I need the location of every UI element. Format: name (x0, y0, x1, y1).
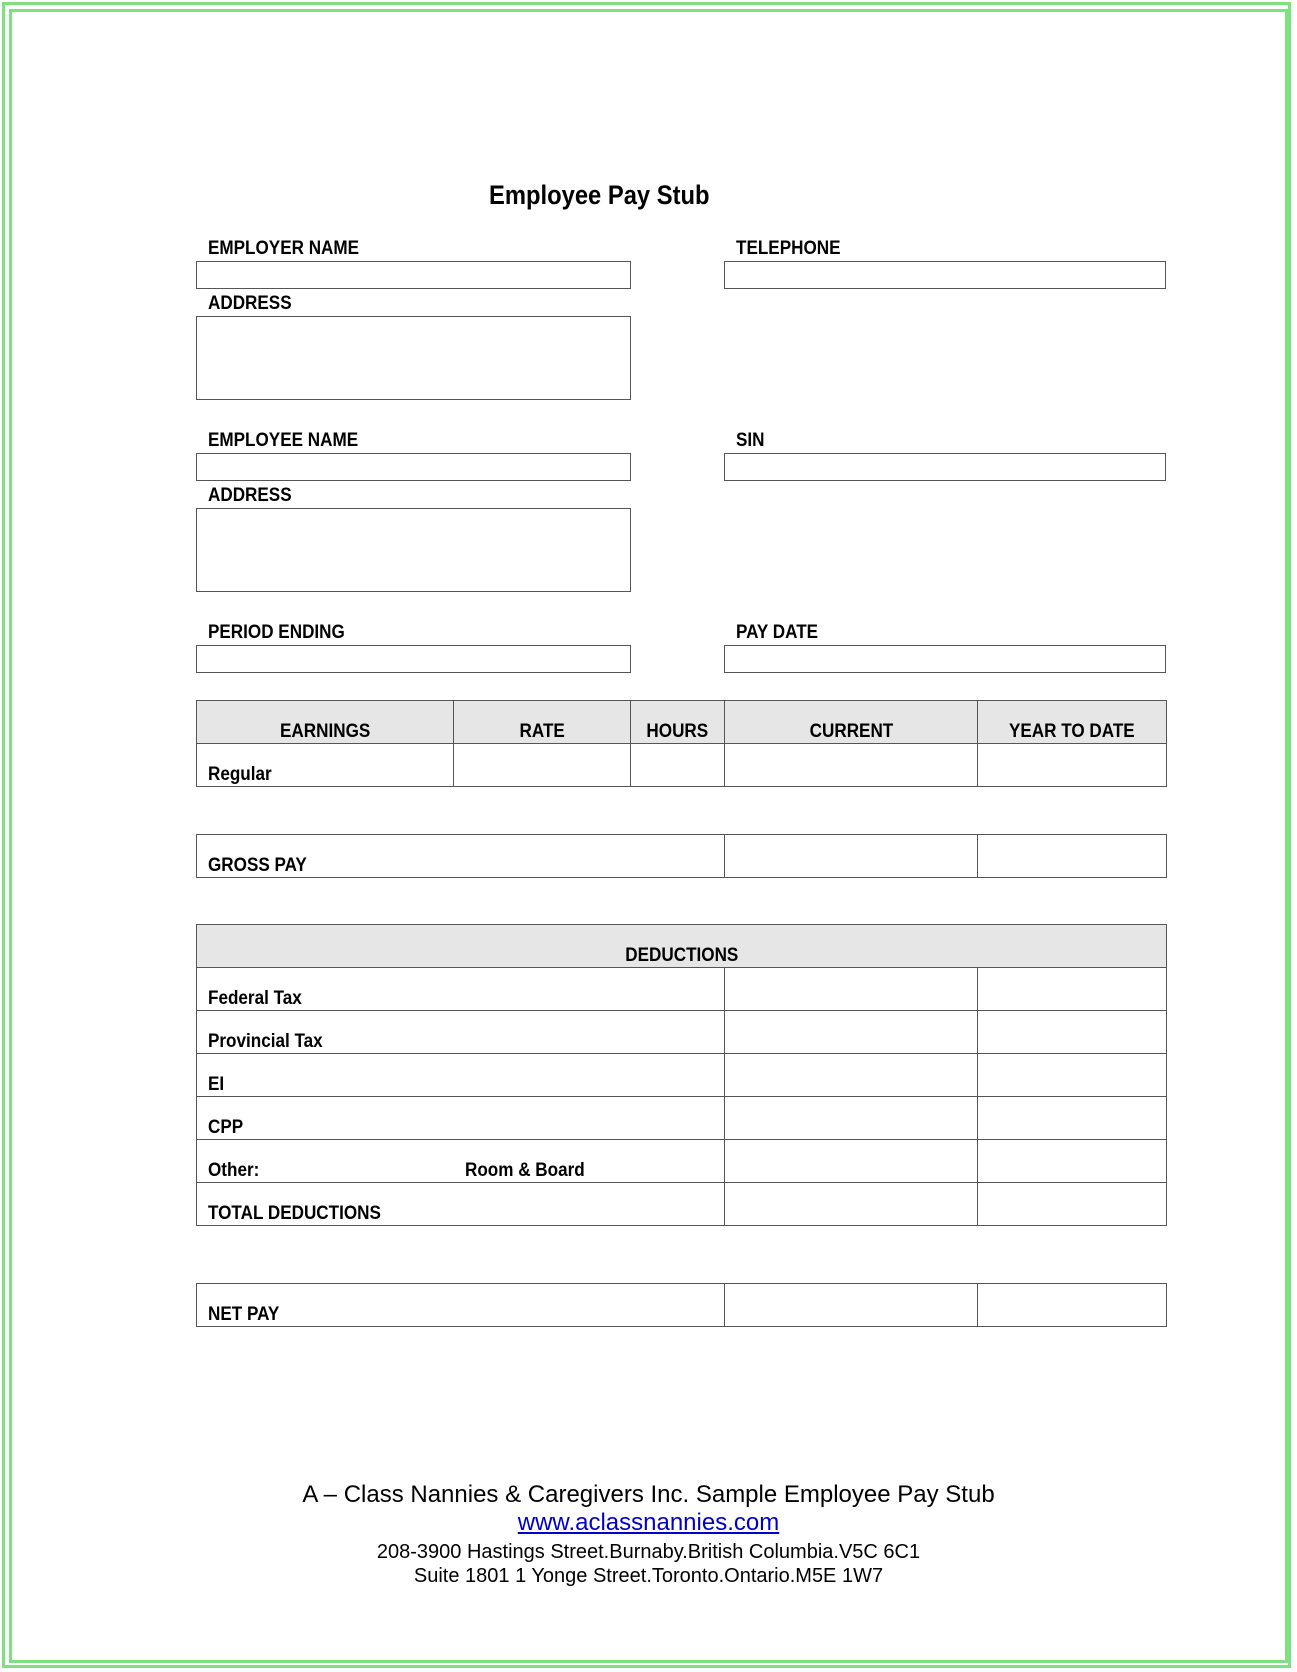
footer (0, 1481, 1297, 1588)
pay-date-field[interactable] (724, 645, 1166, 673)
ei-ytd-cell[interactable] (978, 1054, 1167, 1097)
provincial-tax-row (197, 1011, 1167, 1054)
deductions-table (196, 924, 1167, 1226)
gross-pay-ytd-cell[interactable] (978, 835, 1167, 878)
federal-tax-row (197, 968, 1167, 1011)
employer-address-label: ADDRESS (208, 293, 292, 314)
net-pay-table (196, 1283, 1167, 1327)
hours-header: HOURS (631, 701, 725, 744)
cpp-ytd-cell[interactable] (978, 1097, 1167, 1140)
federal-tax-current-cell[interactable] (725, 968, 978, 1011)
regular-rate-cell[interactable] (454, 744, 631, 787)
earnings-table (196, 700, 1167, 787)
other-row (197, 1140, 1167, 1183)
employee-address-field[interactable] (196, 508, 631, 592)
current-header: CURRENT (725, 701, 978, 744)
gross-pay-label: GROSS PAY (197, 835, 725, 878)
net-pay-current-cell[interactable] (725, 1284, 978, 1327)
provincial-tax-label: Provincial Tax (197, 1011, 725, 1054)
gross-pay-row (197, 835, 1167, 878)
employer-address-field[interactable] (196, 316, 631, 400)
total-deductions-label: TOTAL DEDUCTIONS (197, 1183, 725, 1226)
total-deductions-ytd-cell[interactable] (978, 1183, 1167, 1226)
net-pay-label: NET PAY (197, 1284, 725, 1327)
telephone-label: TELEPHONE (736, 238, 841, 259)
net-pay-ytd-cell[interactable] (978, 1284, 1167, 1327)
other-label: Other: (208, 1160, 260, 1181)
net-pay-row (197, 1284, 1167, 1327)
provincial-tax-ytd-cell[interactable] (978, 1011, 1167, 1054)
sin-label: SIN (736, 430, 765, 451)
earnings-header-row (197, 701, 1167, 744)
provincial-tax-current-cell[interactable] (725, 1011, 978, 1054)
regular-row (197, 744, 1167, 787)
total-deductions-current-cell[interactable] (725, 1183, 978, 1226)
footer-address-2: Suite 1801 1 Yonge Street.Toronto.Ontario.M5E 1W7 (413, 1565, 884, 1587)
period-ending-label: PERIOD ENDING (208, 622, 345, 643)
total-deductions-row (197, 1183, 1167, 1226)
employer-name-label: EMPLOYER NAME (208, 238, 360, 259)
footer-website-link[interactable]: www.aclassnannies.com (517, 1509, 780, 1536)
other-label-cell (197, 1140, 725, 1183)
other-current-cell[interactable] (725, 1140, 978, 1183)
sin-field[interactable] (724, 453, 1166, 481)
cpp-label: CPP (197, 1097, 725, 1140)
ei-current-cell[interactable] (725, 1054, 978, 1097)
cpp-row (197, 1097, 1167, 1140)
ei-row (197, 1054, 1167, 1097)
gross-pay-table (196, 834, 1167, 878)
telephone-field[interactable] (724, 261, 1166, 289)
federal-tax-ytd-cell[interactable] (978, 968, 1167, 1011)
employee-name-field[interactable] (196, 453, 631, 481)
deductions-header: DEDUCTIONS (197, 925, 1167, 968)
rate-header: RATE (454, 701, 631, 744)
deductions-header-row (197, 925, 1167, 968)
page-title: Employee Pay Stub (489, 180, 710, 210)
employee-name-label: EMPLOYEE NAME (208, 430, 359, 451)
regular-ytd-cell[interactable] (978, 744, 1167, 787)
regular-label: Regular (197, 744, 454, 787)
employee-address-label: ADDRESS (208, 485, 292, 506)
gross-pay-current-cell[interactable] (725, 835, 978, 878)
federal-tax-label: Federal Tax (197, 968, 725, 1011)
earnings-header: EARNINGS (197, 701, 454, 744)
cpp-current-cell[interactable] (725, 1097, 978, 1140)
period-ending-field[interactable] (196, 645, 631, 673)
other-ytd-cell[interactable] (978, 1140, 1167, 1183)
ei-label: EI (197, 1054, 725, 1097)
footer-address-1: 208-3900 Hastings Street.Burnaby.British Columbia.V5C 6C1 (376, 1541, 921, 1563)
regular-current-cell[interactable] (725, 744, 978, 787)
year-to-date-header: YEAR TO DATE (978, 701, 1167, 744)
pay-date-label: PAY DATE (736, 622, 819, 643)
employer-name-field[interactable] (196, 261, 631, 289)
regular-hours-cell[interactable] (631, 744, 725, 787)
footer-company: A – Class Nannies & Caregivers Inc. Sample Employee Pay Stub (302, 1481, 995, 1508)
other-value: Room & Board (465, 1160, 585, 1181)
